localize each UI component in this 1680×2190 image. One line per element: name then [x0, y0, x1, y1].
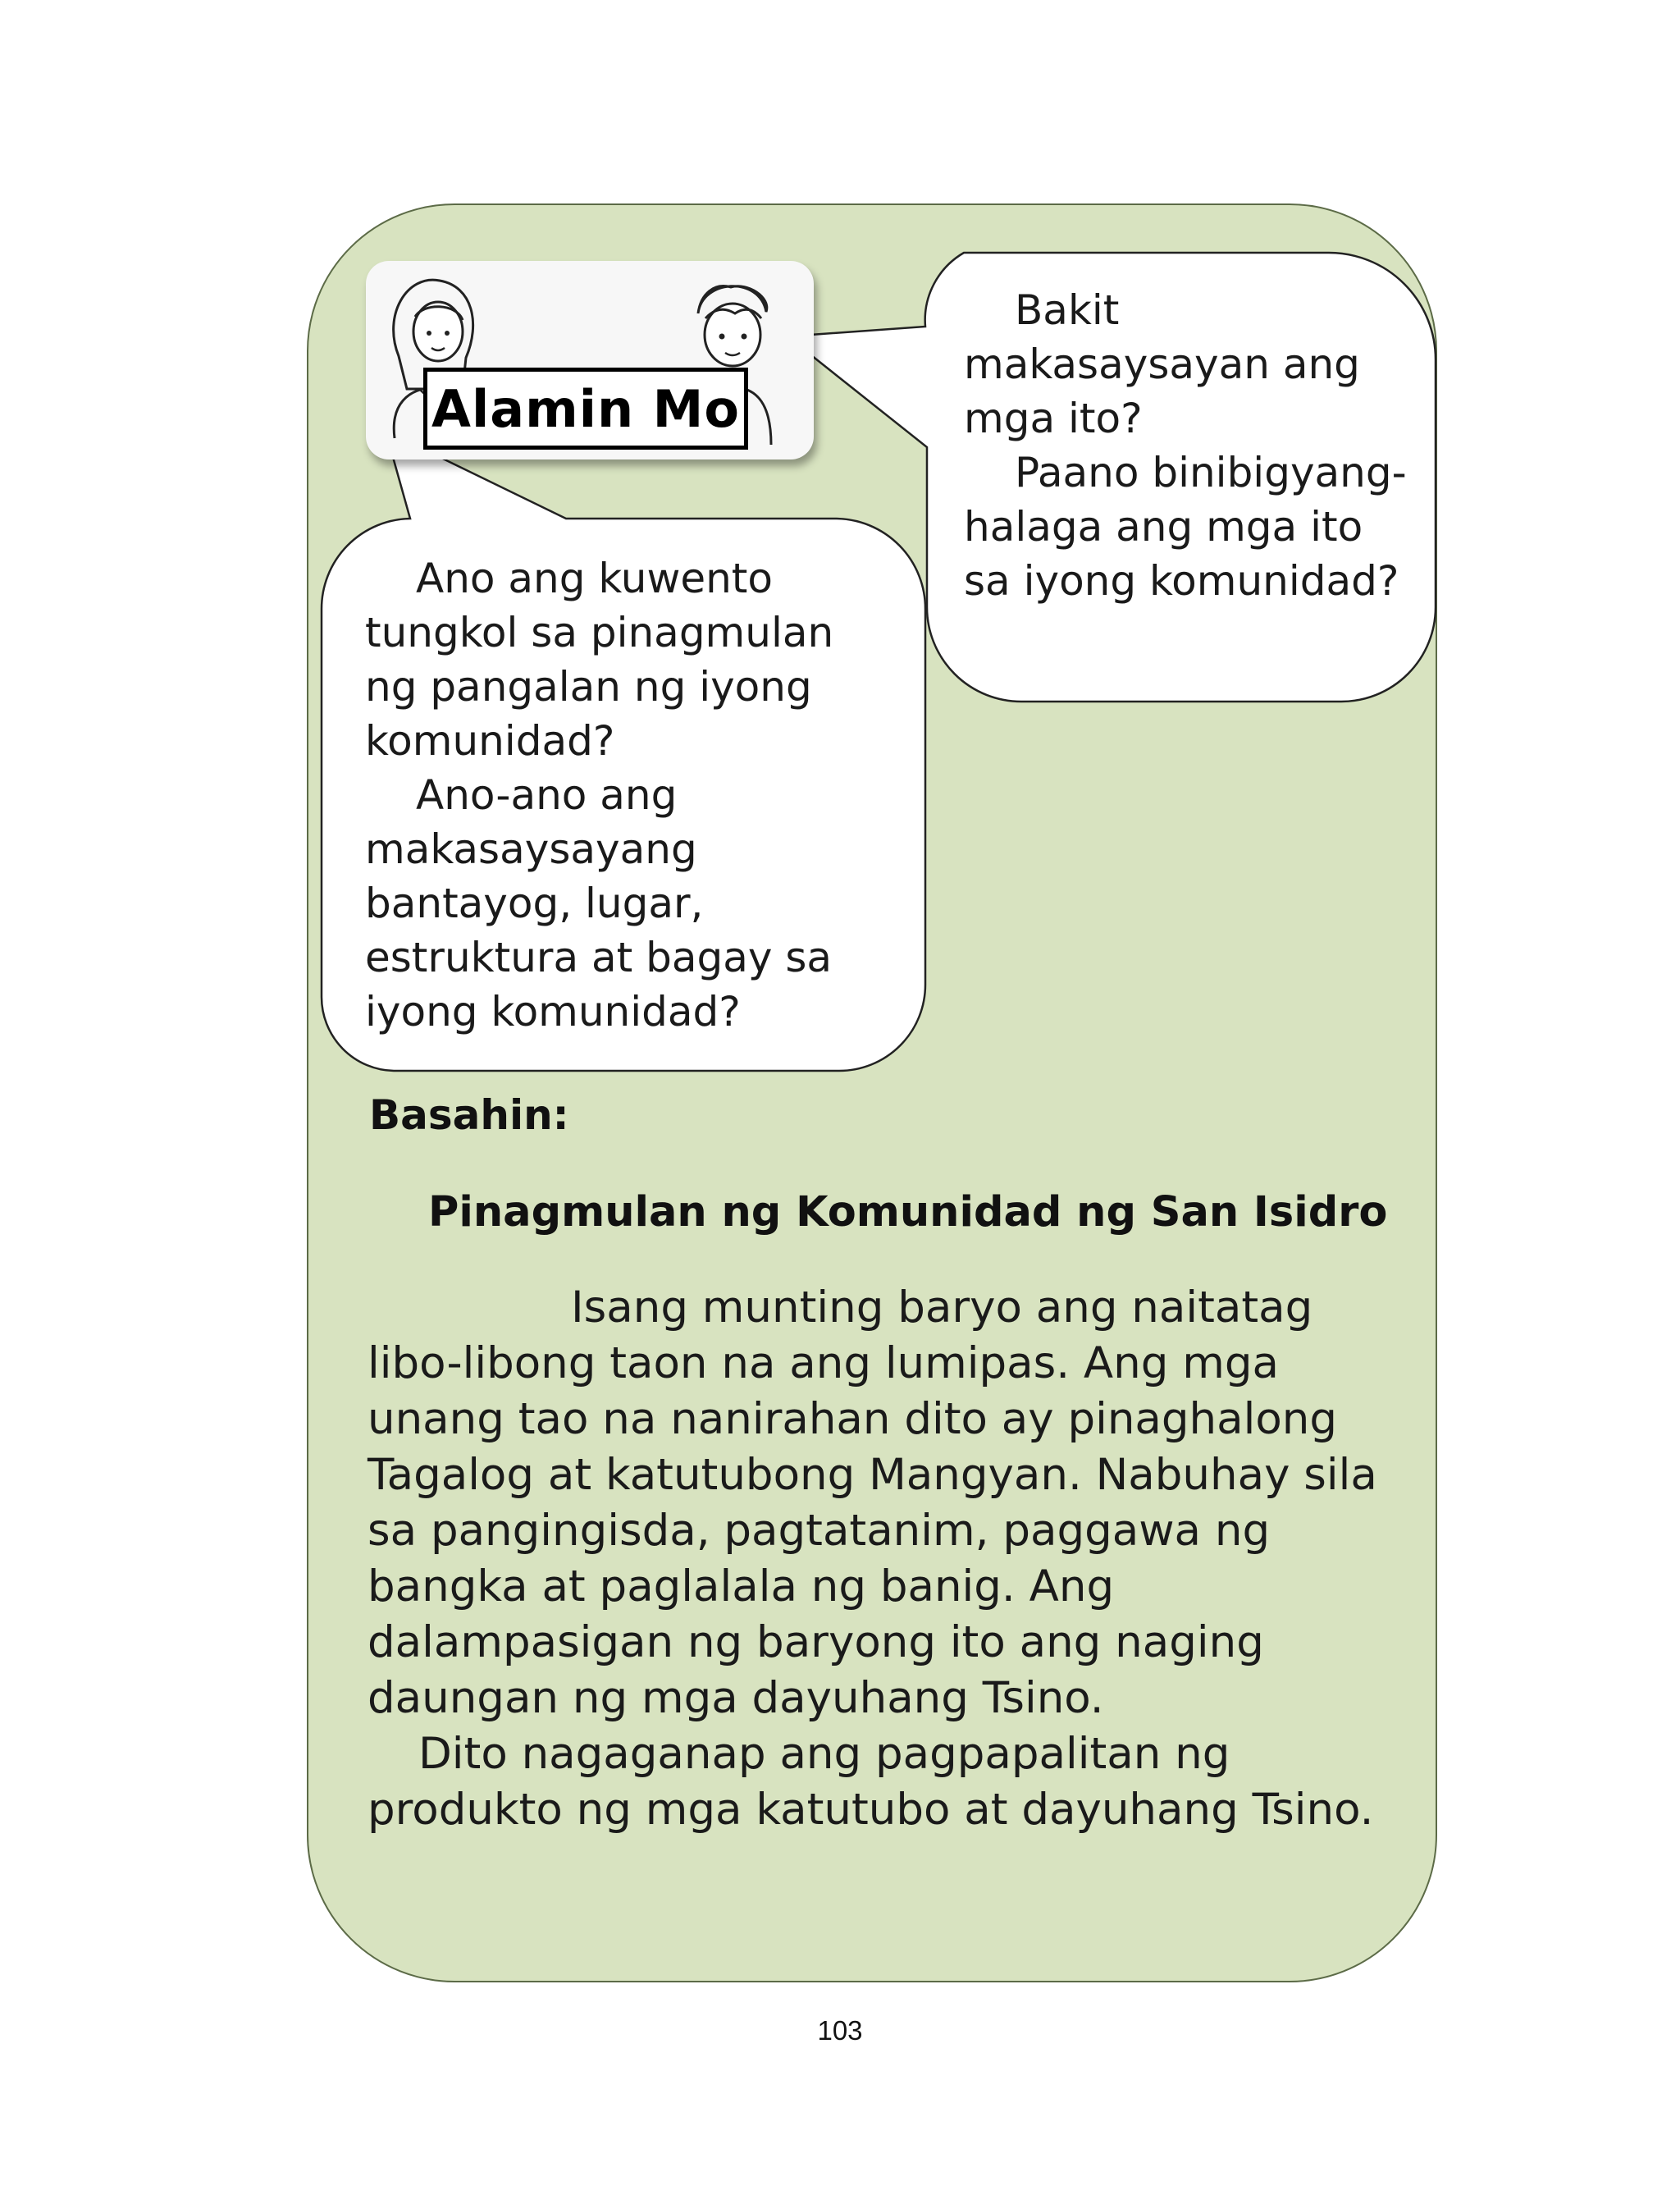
left-question-1: Ano ang kuwento tungkol sa pinagmulan ng pangalan ng iyong komunidad? [365, 555, 834, 765]
story-paragraph-1: Isang munting baryo ang naitatag libo-libong taon na ang lumipas. Ang mga unang tao na nanirahan dito ay pinaghalong Tagalog at katutubong Mangyan. Nabuhay sila sa pangingisda, pagtatanim, paggawa ng bangka at paglalala ng banig. Ang dalampasigan ng baryong ito ang naging daungan ng mga dayuhang Tsino. [368, 1282, 1377, 1723]
left-question-2: Ano-ano ang makasaysayang bantayog, lugar, estruktura at bagay sa iyong komunidad? [365, 771, 833, 1036]
left-bubble-text [365, 551, 878, 1039]
story-body [368, 1280, 1401, 1838]
story-paragraph-2: Dito nagaganap ang pagpapalitan ng produkto ng mga katutubo at dayuhang Tsino. [368, 1729, 1374, 1835]
right-question-1: Bakit makasaysayan ang mga ito? [964, 286, 1360, 442]
right-question-2: Paano binibigyang-halaga ang mga ito sa iyong komunidad? [964, 449, 1407, 605]
reading-label: Basahin: [369, 1091, 569, 1139]
right-bubble-text [964, 283, 1407, 608]
story-title: Pinagmulan ng Komunidad ng San Isidro [428, 1188, 1388, 1237]
banner-label: Alamin Mo [423, 368, 748, 450]
page-number: 103 [817, 2015, 863, 2046]
